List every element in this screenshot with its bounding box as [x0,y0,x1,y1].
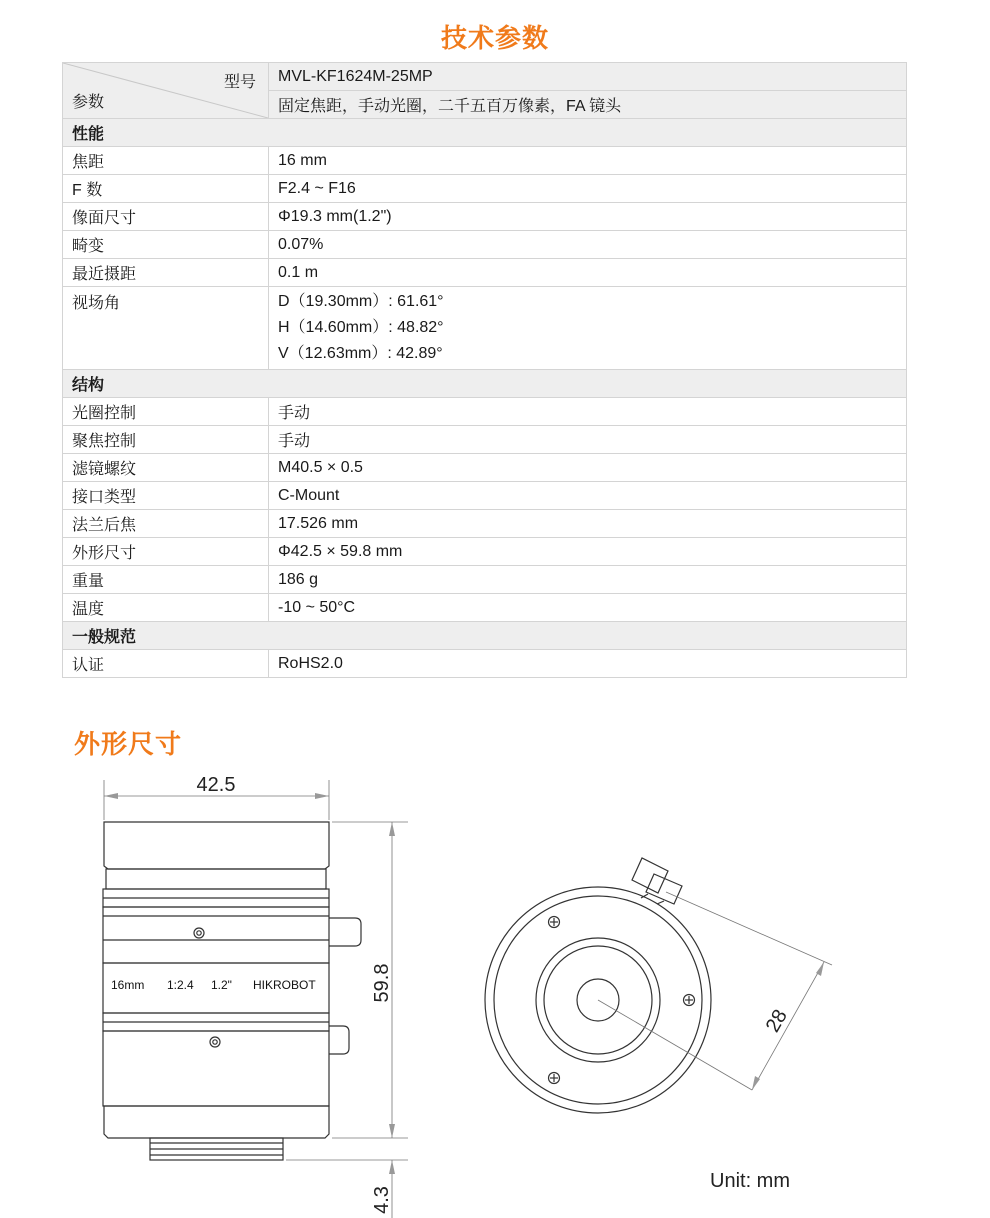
row-value: 手动 [269,398,907,426]
table-row [63,175,907,203]
table-row [63,398,907,426]
section-title: 结构 [63,370,907,398]
row-key: 焦距 [63,147,269,175]
table-row [63,231,907,259]
row-key: 外形尺寸 [63,538,269,566]
spec-title: 技术参数 [440,23,549,53]
header-diagonal-cell [63,63,269,119]
model-label: 型号 [223,74,256,91]
table-row [63,566,907,594]
row-key: 法兰后焦 [63,510,269,538]
row-value: Φ42.5 × 59.8 mm [269,538,907,566]
row-key: 滤镜螺纹 [63,454,269,482]
table-row [63,650,907,678]
row-key: F 数 [63,175,269,203]
row-value: RoHS2.0 [269,650,907,678]
row-key: 视场角 [63,287,269,370]
table-row [63,594,907,622]
row-value: 手动 [269,426,907,454]
row-key: 重量 [63,566,269,594]
table-row [63,287,907,370]
table-row [63,203,907,231]
row-key: 畸变 [63,231,269,259]
section-header-row [63,370,907,398]
table-row [63,482,907,510]
row-key: 接口类型 [63,482,269,510]
table-row [63,454,907,482]
table-row [63,147,907,175]
height-label: 59.8 [371,963,393,1003]
lens-size-text: 1.2" [211,978,232,992]
dimension-drawing [0,760,990,1218]
row-value: M40.5 × 0.5 [269,454,907,482]
row-key: 温度 [63,594,269,622]
model-value: MVL-KF1624M-25MP [269,63,907,91]
fov-line: H（14.60mm）: 48.82° [278,319,444,336]
lens-front-view [485,858,832,1113]
row-value: F2.4 ~ F16 [269,175,907,203]
param-label: 参数 [72,94,105,111]
row-key: 认证 [63,650,269,678]
row-value: 16 mm [269,147,907,175]
row-key: 像面尺寸 [63,203,269,231]
row-value: 0.07% [269,231,907,259]
section-title: 一般规范 [63,622,907,650]
diag-label: 28 [761,1005,792,1037]
section-header-row [63,622,907,650]
table-row [63,259,907,287]
row-key: 聚焦控制 [63,426,269,454]
description-value: 固定焦距，手动光圈，二千五百万像素，FA 镜头 [269,91,907,119]
row-value: Φ19.3 mm(1.2") [269,203,907,231]
row-value: C-Mount [269,482,907,510]
spec-table [62,62,907,678]
mount-label: 4.3 [371,1186,393,1214]
row-value [269,287,907,370]
row-value: 186 g [269,566,907,594]
fov-line: V（12.63mm）: 42.89° [278,345,443,362]
row-key: 最近摄距 [63,259,269,287]
lens-brand-text: HIKROBOT [253,978,316,992]
table-row [63,538,907,566]
lens-aperture-text: 1:2.4 [167,978,194,992]
width-label: 42.5 [196,774,236,796]
row-value: 0.1 m [269,259,907,287]
row-key: 光圈控制 [63,398,269,426]
unit-label: Unit: mm [710,1170,790,1192]
table-row [63,426,907,454]
dimensions-title: 外形尺寸 [74,729,183,759]
row-value: 17.526 mm [269,510,907,538]
row-value: -10 ~ 50°C [269,594,907,622]
lens-focal-text: 16mm [111,978,145,992]
table-header-row [63,63,907,91]
section-header-row [63,119,907,147]
fov-line: D（19.30mm）: 61.61° [278,293,444,310]
section-title: 性能 [63,119,907,147]
table-row [63,510,907,538]
